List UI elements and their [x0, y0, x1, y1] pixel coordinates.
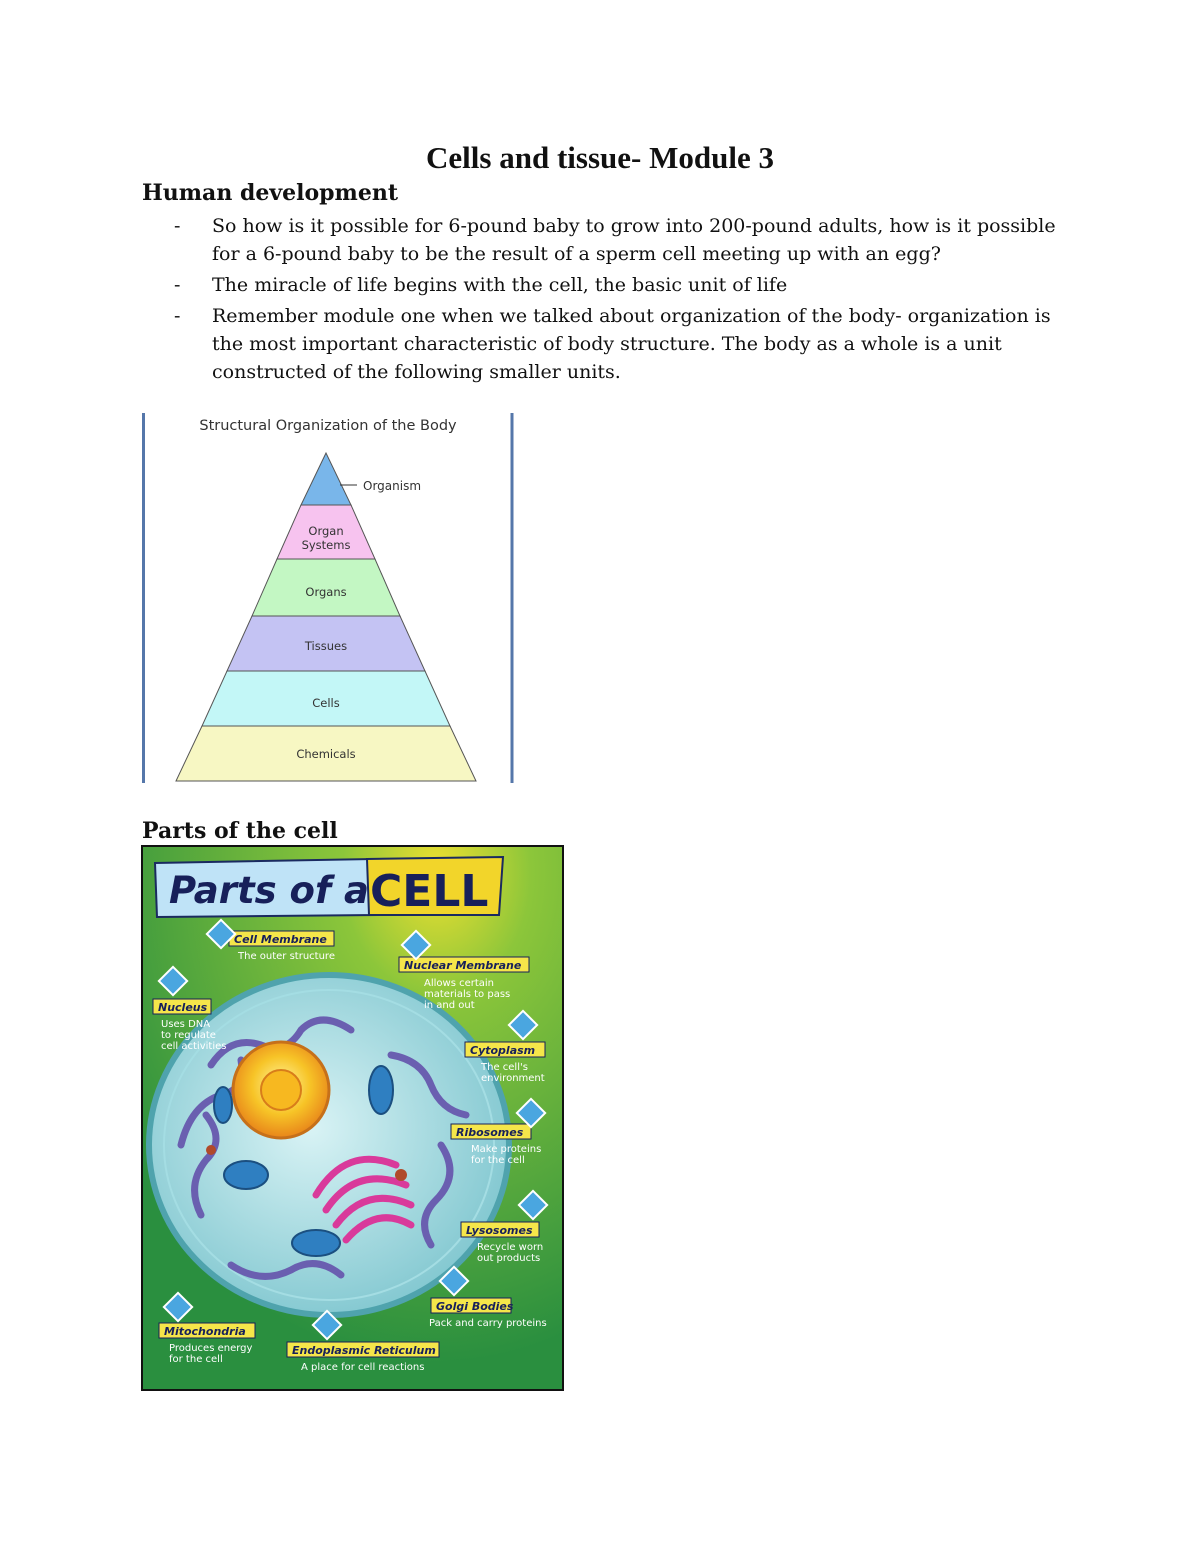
list-item [142, 302, 1062, 386]
bullet-text: So how is it possible for 6-pound baby to grow into 200-pound adults, how is it possible for a 6-pound baby to be the result of a sperm cell meeting up with an egg? [212, 215, 1056, 265]
part-desc: materials to pass [424, 989, 511, 1000]
part-desc: to regulate [161, 1030, 216, 1041]
pyramid-label-systems: Systems [301, 538, 351, 552]
part-name: Lysosomes [466, 1224, 533, 1237]
poster-title-prefix: Parts of a [169, 869, 369, 912]
part-desc: The outer structure [238, 951, 335, 962]
pyramid-label-cells: Cells [312, 696, 340, 710]
part-name: Nuclear Membrane [404, 959, 522, 972]
part-desc: The cell's [481, 1062, 528, 1073]
part-name: Nucleus [158, 1001, 208, 1014]
section-heading-parts-of-cell: Parts of the cell [142, 818, 338, 844]
list-item [142, 212, 1062, 268]
part-desc: Produces energy [169, 1343, 253, 1354]
part-desc: Uses DNA [161, 1019, 211, 1030]
bullet-text: Remember module one when we talked about organization of the body- organization is the most important characteristic of body structure. The body as a whole is a unit constructed of the following smaller units. [212, 305, 1051, 383]
pyramid-title: Structural Organization of the Body [199, 418, 457, 434]
part-desc: Make proteins [471, 1144, 542, 1155]
bullet-text: The miracle of life begins with the cell, the basic unit of life [212, 274, 788, 296]
structural-organization-figure [142, 413, 514, 785]
part-desc: in and out [424, 1000, 475, 1011]
bullet-list [142, 212, 1062, 389]
bullet-marker: - [174, 215, 181, 237]
pyramid-label-organs: Organs [305, 585, 347, 599]
pyramid-level-tissues [227, 616, 425, 671]
part-desc: for the cell [471, 1155, 525, 1166]
pyramid-level-organs [252, 559, 400, 616]
poster-title-main: CELL [370, 866, 489, 917]
pyramid-label-chemicals: Chemicals [296, 747, 356, 761]
pyramid-level-organism [301, 453, 421, 505]
part-desc: out products [477, 1253, 541, 1264]
pyramid-label-organism: Organism [363, 479, 422, 493]
part-name: Mitochondria [164, 1325, 246, 1338]
part-desc: Pack and carry proteins [429, 1318, 547, 1329]
part-name: Cytoplasm [470, 1044, 536, 1057]
part-desc: cell activities [161, 1041, 227, 1052]
part-name: Golgi Bodies [436, 1300, 514, 1313]
poster-title [155, 857, 503, 917]
label-cell-membrane [229, 931, 335, 962]
part-name: Cell Membrane [234, 933, 327, 946]
pyramid-label-organ: Organ [308, 524, 344, 538]
part-desc: environment [481, 1073, 545, 1084]
part-name: Endoplasmic Reticulum [292, 1344, 436, 1357]
list-item [142, 271, 1062, 299]
parts-of-a-cell-poster [141, 845, 564, 1391]
part-name: Ribosomes [456, 1126, 524, 1139]
part-desc: Recycle worn [477, 1242, 544, 1253]
part-desc: A place for cell reactions [301, 1362, 425, 1373]
pyramid-level-cells [202, 671, 450, 726]
part-desc: for the cell [169, 1354, 223, 1365]
section-heading-human-development: Human development [142, 180, 398, 206]
part-desc: Allows certain [424, 978, 495, 989]
pyramid-label-tissues: Tissues [304, 639, 348, 653]
label-endoplasmic-reticulum [287, 1342, 439, 1373]
pyramid-band-organism [301, 453, 351, 505]
bullet-marker: - [174, 305, 181, 327]
pyramid-level-chemicals [176, 726, 476, 781]
pyramid-level-organ-systems [277, 505, 375, 559]
page-title: Cells and tissue- Module 3 [426, 140, 774, 175]
bullet-marker: - [174, 274, 181, 296]
